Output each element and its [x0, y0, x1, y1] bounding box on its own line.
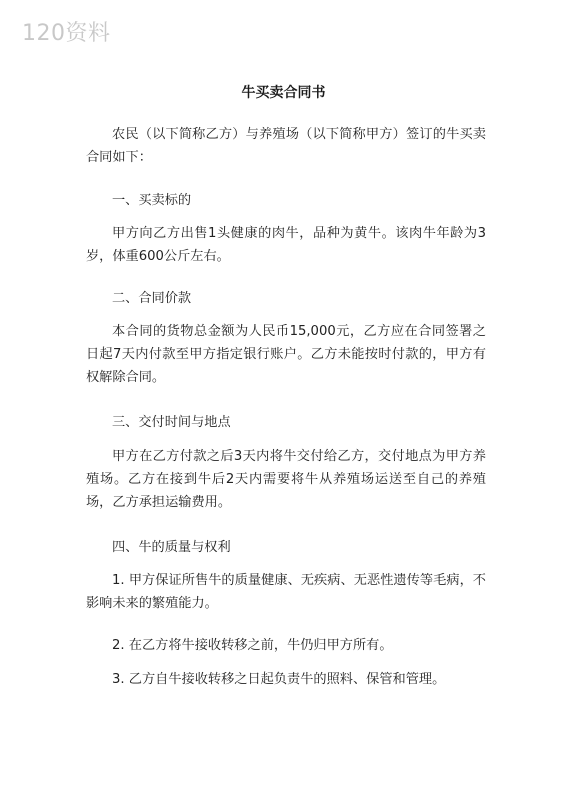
section-4-item-2: 2. 在乙方将牛接收转移之前，牛仍归甲方所有。	[112, 638, 393, 653]
section-3-body: 甲方在乙方付款之后3天内将牛交付给乙方，交付地点为甲方养殖场。乙方在接到牛后2天内需要将牛从养殖场运送至自己的养殖场，乙方承担运输费用。	[86, 449, 486, 510]
section-4-item-1: 1. 甲方保证所售牛的质量健康、无疾病、无恶性遗传等毛病，不影响未来的繁殖能力。	[86, 573, 486, 611]
document-title: 牛买卖合同书	[241, 85, 326, 101]
section-1-body: 甲方向乙方出售1头健康的肉牛，品种为黄牛。该肉牛年龄为3岁，体重600公斤左右。	[86, 226, 486, 264]
section-2-heading: 二、合同价款	[112, 291, 192, 306]
section-4-heading: 四、牛的质量与权利	[112, 540, 231, 555]
section-1-heading: 一、买卖标的	[112, 193, 192, 208]
section-3-heading: 三、交付时间与地点	[112, 415, 231, 430]
intro-paragraph: 农民（以下简称乙方）与养殖场（以下简称甲方）签订的牛买卖合同如下：	[86, 127, 486, 165]
section-2-body: 本合同的货物总金额为人民币15,000元，乙方应在合同签署之日起7天内付款至甲方指定银行账户。乙方未能按时付款的，甲方有权解除合同。	[86, 324, 486, 385]
section-4-item-3: 3. 乙方自牛接收转移之日起负责牛的照料、保管和管理。	[112, 672, 446, 687]
watermark-logo: 120资料	[22, 21, 111, 46]
